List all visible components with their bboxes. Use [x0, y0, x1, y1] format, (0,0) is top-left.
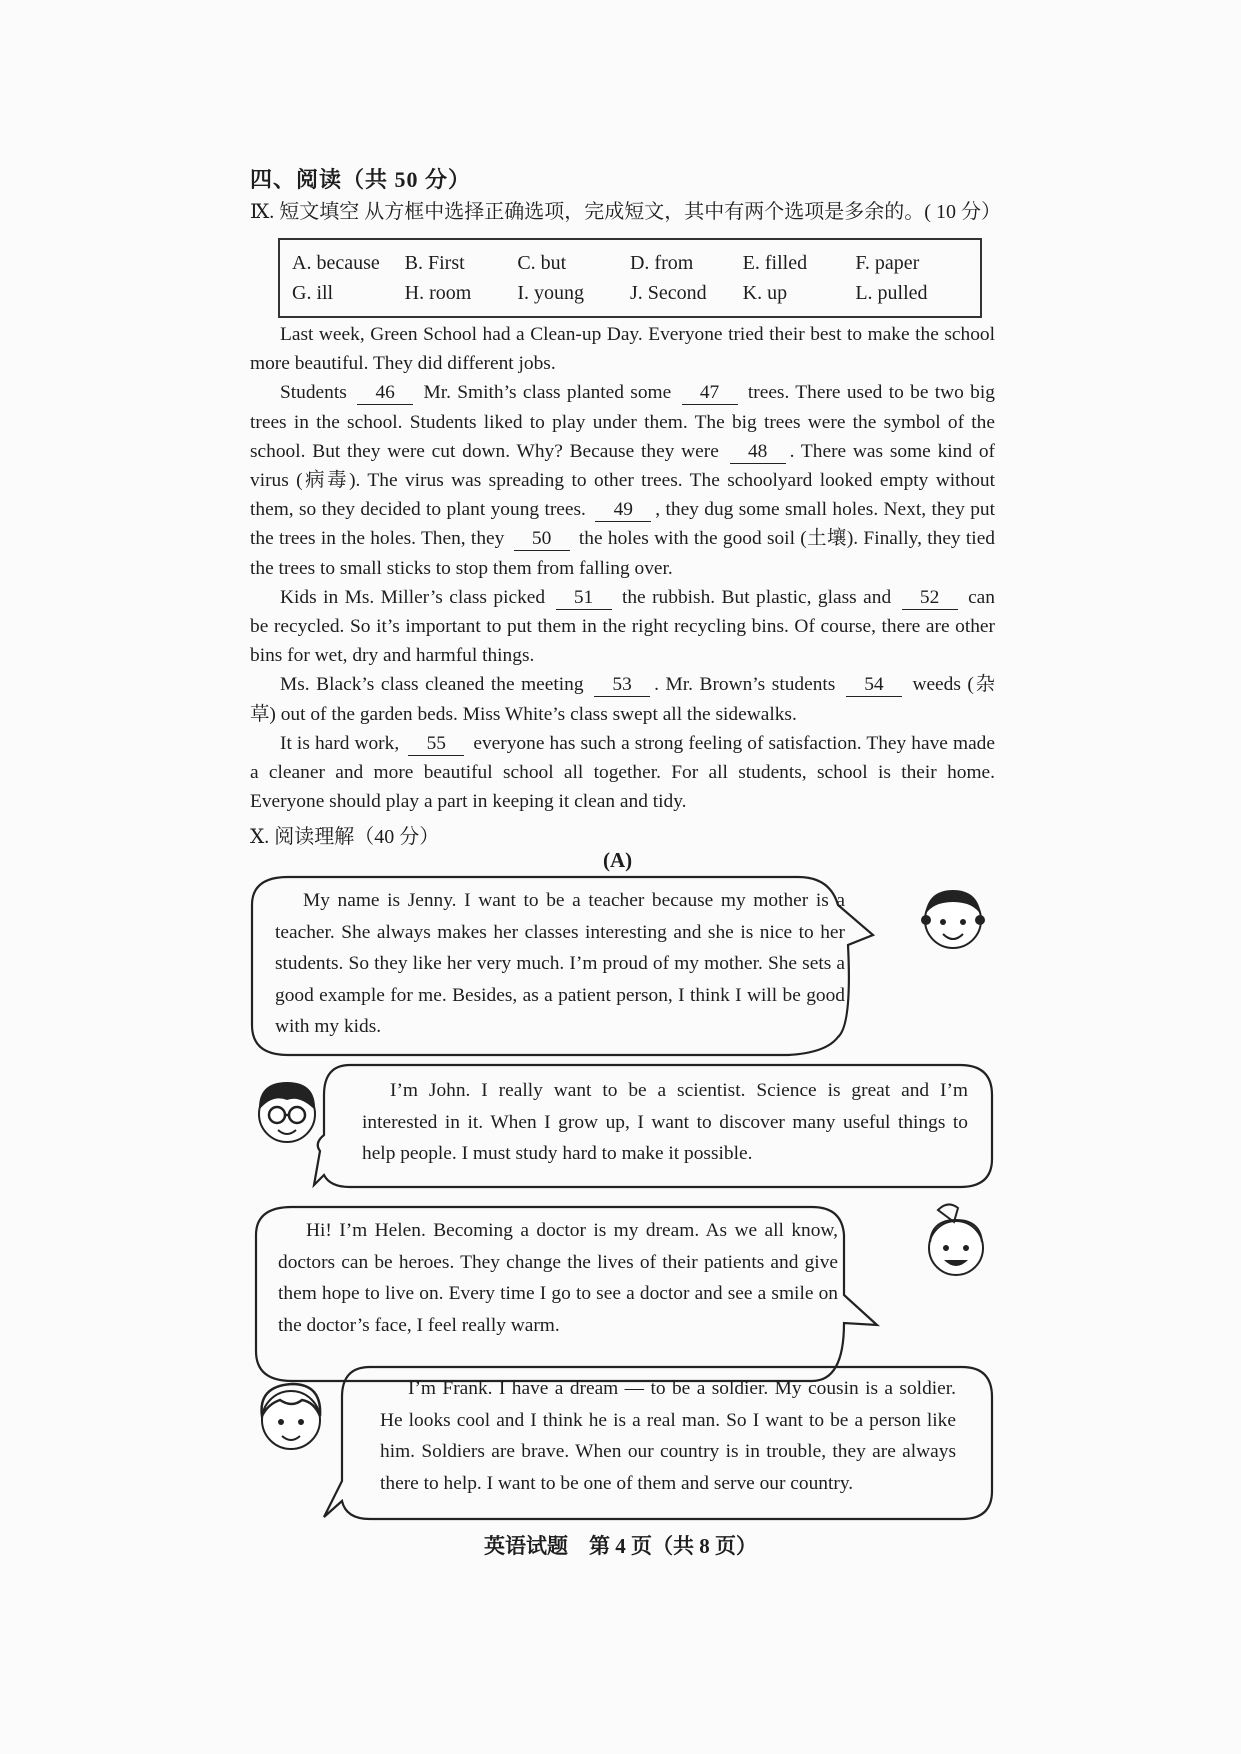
- option-e: E. filled: [742, 251, 808, 274]
- text-segment: Ms. Black’s class cleaned the meeting: [280, 674, 584, 696]
- text-segment: Mr. Smith’s class planted some: [423, 382, 672, 404]
- option-k: K. up: [742, 281, 788, 304]
- option-i: I. young: [517, 281, 584, 304]
- text-segment: everyone has such a strong feeling of satisfaction. They have made a cleaner and more beautiful school all together. For all students, school is their home. Everyone should play a part in keeping it clean and tidy.: [250, 732, 995, 813]
- page-footer: 英语试题 第 4 页（共 8 页）: [484, 1534, 757, 1558]
- boy-face-icon: [252, 1372, 330, 1462]
- option-c: C. but: [517, 251, 567, 274]
- cloze-passage: [250, 320, 995, 816]
- blank-51[interactable]: 51: [556, 587, 612, 610]
- option-g: G. ill: [292, 281, 334, 304]
- girl-face-icon: [918, 880, 988, 960]
- blank-47[interactable]: 47: [682, 382, 738, 405]
- part-a-label: (A): [603, 848, 633, 872]
- blank-55[interactable]: 55: [408, 733, 464, 756]
- helen-text-content: Hi! I’m Helen. Becoming a doctor is my dream. As we all know, doctors can be heroes. They change the lives of their patients and give them hope to live on. Every time I go to see a doctor and see a smile on the doctor’s face, I feel really warm.: [278, 1220, 838, 1336]
- blank-48[interactable]: 48: [730, 441, 786, 464]
- text-segment: Kids in Ms. Miller’s class picked: [280, 586, 546, 608]
- text-segment: . There was some kind of virus (病毒). The virus was spreading to other trees. The schoolyard looked empty without them, so they decided to plant young trees.: [250, 440, 995, 521]
- option-box: [278, 238, 982, 318]
- jenny-text: [275, 885, 845, 1043]
- john-text: [362, 1075, 968, 1170]
- text-segment: , they dug some small holes. Next, they put the trees in the holes. Then, they: [250, 499, 995, 550]
- text-segment: weeds (杂草) out of the garden beds. Miss White’s class swept all the sidewalks.: [250, 674, 995, 725]
- blank-52[interactable]: 52: [902, 587, 958, 610]
- blank-49[interactable]: 49: [595, 499, 651, 522]
- option-h: H. room: [404, 281, 472, 304]
- john-text-content: I’m John. I really want to be a scientist. Science is great and I’m interested in it. When I grow up, I want to discover many useful things to help people. I must study hard to make it possible.: [362, 1080, 968, 1164]
- frank-text: [380, 1373, 956, 1499]
- passage-paragraph-1: Last week, Green School had a Clean-up Day. Everyone tried their best to make the school more beautiful. They did different jobs.: [250, 324, 995, 375]
- option-d: D. from: [629, 251, 694, 274]
- helen-text: [278, 1215, 838, 1341]
- passage-paragraph-3: [250, 583, 995, 671]
- blank-50[interactable]: 50: [514, 528, 570, 551]
- option-b: B. First: [404, 251, 465, 274]
- section-title: 四、阅读（共 50 分）: [250, 167, 472, 192]
- text-segment: . Mr. Brown’s students: [654, 674, 836, 696]
- blank-54[interactable]: 54: [846, 674, 902, 697]
- passage-paragraph-2: [250, 378, 995, 582]
- frank-text-content: I’m Frank. I have a dream — to be a soldier. My cousin is a soldier. He looks cool and I think he is a real man. So I want to be a person like him. Soldiers are brave. When our country is in trouble, they are always there to help. I want to be one of them and serve our country.: [380, 1378, 956, 1494]
- text-segment: the holes with the good soil (土壤). Finally, they tied the trees to small sticks to stop them from falling over.: [250, 528, 995, 579]
- text-segment: Students: [280, 382, 347, 404]
- jenny-text-content: My name is Jenny. I want to be a teacher because my mother is a teacher. She always makes her classes interesting and she is nice to her students. So they like her very much. I’m proud of my mother. She sets a good example for me. Besides, as a patient person, I think I will be good with my kids.: [275, 890, 845, 1037]
- passage-paragraph-5: [250, 729, 995, 817]
- comprehension-title: Ⅹ. 阅读理解（40 分）: [250, 826, 440, 848]
- option-l: L. pulled: [855, 281, 928, 304]
- passage-paragraph-4: [250, 670, 995, 728]
- option-j: J. Second: [629, 281, 707, 304]
- task-title: Ⅸ. 短文填空 从方框中选择正确选项，完成短文，其中有两个选项是多余的。( 10 分）: [250, 201, 1001, 223]
- blank-46[interactable]: 46: [357, 382, 413, 405]
- option-f: F. paper: [855, 251, 920, 274]
- girl-with-ponytail-face-icon: [918, 1200, 993, 1285]
- text-segment: can be recycled. So it’s important to put them in the right recycling bins. Of course, there are other bins for wet, dry and harmful things.: [250, 586, 995, 667]
- text-segment: the rubbish. But plastic, glass and: [621, 586, 892, 608]
- text-segment: It is hard work,: [280, 732, 400, 754]
- boy-with-glasses-face-icon: [250, 1070, 325, 1155]
- text-segment: trees. There used to be two big trees in the school. Students liked to play under them. The big trees were the symbol of the school. But they were cut down. Why? Because they were: [250, 382, 995, 462]
- blank-53[interactable]: 53: [594, 674, 650, 697]
- option-a: A. because: [292, 251, 380, 274]
